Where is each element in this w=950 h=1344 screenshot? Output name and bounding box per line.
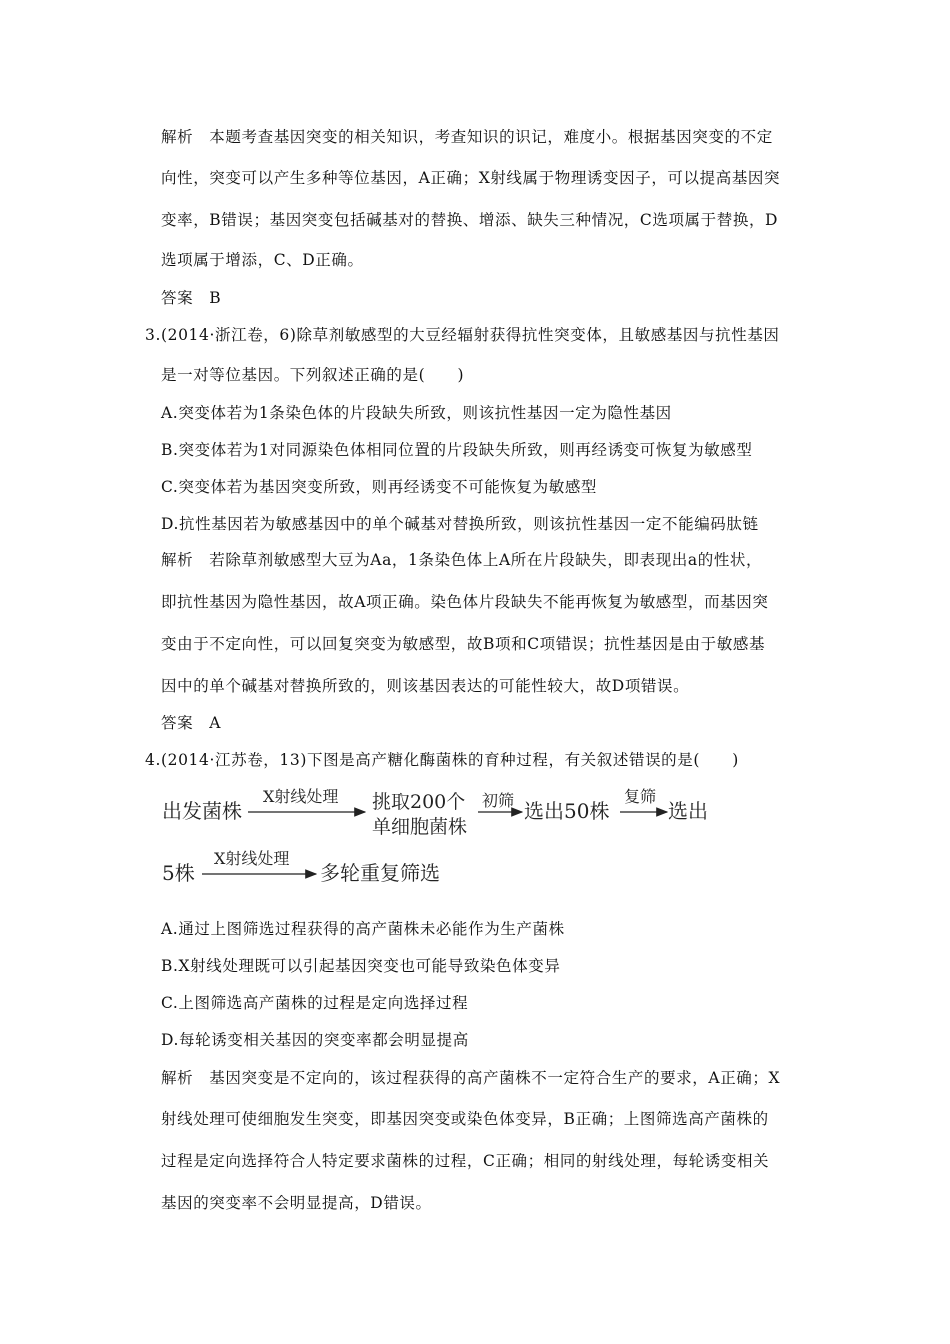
- node-repeat-screening: 多轮重复筛选: [320, 861, 440, 885]
- q4-analysis-line-2: 射线处理可使细胞发生突变，即基因突变或染色体变异，B正确；上图筛选高产菌株的: [161, 1110, 769, 1128]
- node-5-strains: 5株: [162, 861, 195, 885]
- q2-analysis-line-2: 向性，突变可以产生多种等位基因，A正确；X射线属于物理诱变因子，可以提高基因突: [161, 169, 781, 187]
- q4-analysis-line-4: 基因的突变率不会明显提高，D错误。: [161, 1194, 432, 1212]
- node-select-50: 选出50株: [524, 799, 610, 823]
- arrow-1-label: X射线处理: [263, 787, 339, 806]
- arrow-2-label: 初筛: [482, 791, 515, 810]
- q4-option-b: B.X射线处理既可以引起基因突变也可能导致染色体变异: [161, 957, 561, 975]
- node-pick-200: 挑取200个: [372, 791, 466, 813]
- q3-stem-line-2: 是一对等位基因。下列叙述正确的是( ): [161, 366, 465, 384]
- q4-analysis-line-3: 过程是定向选择符合人特定要求菌株的过程，C正确；相同的射线处理，每轮诱变相关: [161, 1152, 770, 1170]
- q3-option-c: C.突变体若为基因突变所致，则再经诱变不可能恢复为敏感型: [161, 478, 598, 496]
- arrow-4-label: X射线处理: [214, 849, 290, 868]
- q4-stem-line-1: 4.(2014·江苏卷，13)下图是高产糖化酶菌株的育种过程，有关叙述错误的是( ): [145, 751, 739, 769]
- q3-analysis-line-2: 即抗性基因为隐性基因，故A项正确。染色体片段缺失不能再恢复为敏感型，而基因突: [161, 593, 769, 611]
- q3-option-d: D.抗性基因若为敏感基因中的单个碱基对替换所致，则该抗性基因一定不能编码肽链: [161, 515, 759, 533]
- node-select: 选出: [668, 799, 708, 823]
- q4-option-a: A.通过上图筛选过程获得的高产菌株未必能作为生产菌株: [161, 920, 565, 938]
- q3-option-b: B.突变体若为1对同源染色体相同位置的片段缺失所致，则再经诱变可恢复为敏感型: [161, 441, 753, 459]
- breeding-flow-diagram: [160, 780, 760, 890]
- q2-analysis-line-3: 变率，B错误；基因突变包括碱基对的替换、增添、缺失三种情况，C选项属于替换，D: [161, 211, 779, 229]
- q2-analysis-line-1: 解析 本题考查基因突变的相关知识，考查知识的识记，难度小。根据基因突变的不定: [161, 128, 773, 146]
- q4-option-c: C.上图筛选高产菌株的过程是定向选择过程: [161, 994, 469, 1012]
- q3-stem-line-1: 3.(2014·浙江卷，6)除草剂敏感型的大豆经辐射获得抗性突变体，且敏感基因与抗性基因: [145, 326, 780, 344]
- node-start-strain: 出发菌株: [162, 799, 242, 823]
- q4-option-d: D.每轮诱变相关基因的突变率都会明显提高: [161, 1031, 469, 1049]
- arrow-3-label: 复筛: [624, 787, 657, 806]
- node-single-cell-strains: 单细胞菌株: [372, 816, 468, 838]
- q4-analysis-line-1: 解析 基因突变是不定向的，该过程获得的高产菌株不一定符合生产的要求，A正确；X: [161, 1069, 781, 1087]
- q3-analysis-line-4: 因中的单个碱基对替换所致的，则该基因表达的可能性较大，故D项错误。: [161, 677, 690, 695]
- q3-option-a: A.突变体若为1条染色体的片段缺失所致，则该抗性基因一定为隐性基因: [161, 404, 672, 422]
- q2-analysis-line-4: 选项属于增添，C、D正确。: [161, 251, 364, 269]
- q3-analysis-line-3: 变由于不定向性，可以回复突变为敏感型，故B项和C项错误；抗性基因是由于敏感基: [161, 635, 766, 653]
- q2-answer: 答案 B: [161, 289, 222, 307]
- q3-analysis-line-1: 解析 若除草剂敏感型大豆为Aa，1条染色体上A所在片段缺失，即表现出a的性状，: [161, 551, 763, 569]
- q3-answer: 答案 A: [161, 714, 222, 732]
